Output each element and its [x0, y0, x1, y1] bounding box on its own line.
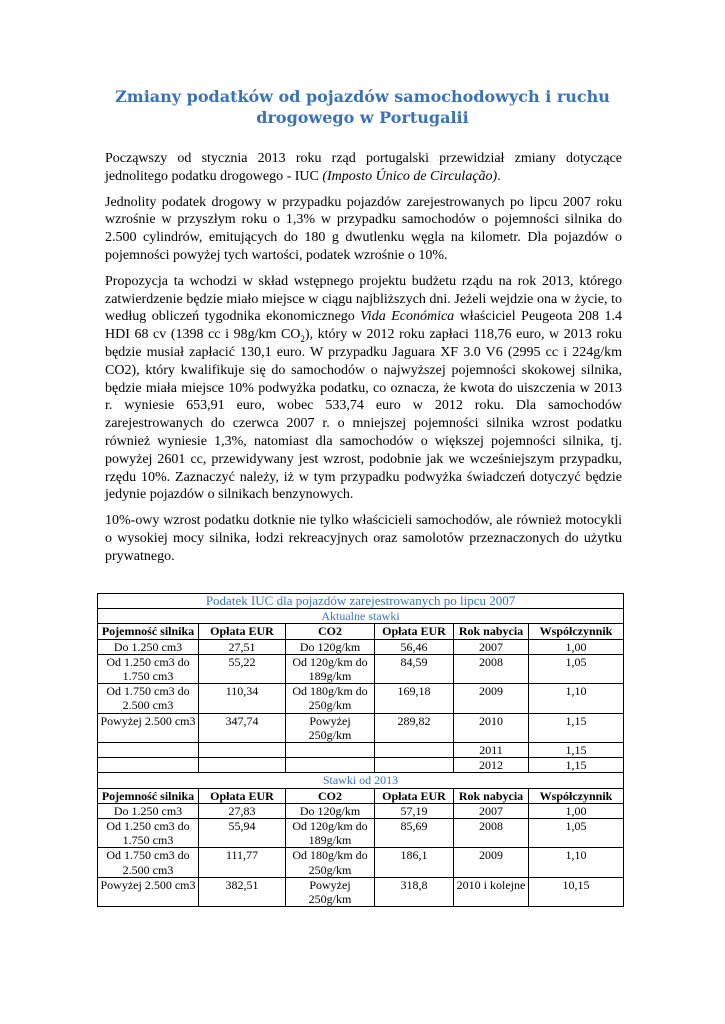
- paragraph-1: [105, 150, 622, 186]
- header-row: [98, 788, 624, 803]
- table-cell: [286, 758, 375, 773]
- table-cell: Do 120g/km: [286, 639, 375, 654]
- table-cell: 55,22: [199, 654, 286, 683]
- table-row: [98, 819, 624, 848]
- table-cell: Powyżej 250g/km: [286, 713, 375, 742]
- table-cell: 56,46: [375, 639, 454, 654]
- column-header: Współczynnik: [529, 788, 624, 803]
- table-cell: 1,15: [529, 743, 624, 758]
- table-cell: Od 180g/km do 250g/km: [286, 848, 375, 877]
- paragraph-3: [105, 273, 622, 504]
- paragraph-2: Jednolity podatek drogowy w przypadku pojazdów zarejestrowanych po lipcu 2007 roku wzrośnie w przyszłym roku o 1,3% w przypadku samochodów o pojemności silnika do 2.500 cylindrów, emitujących do 180 g dwutlenku węgla na kilometr. Dla pojazdów o pojemności powyżej tych wartości, podatek wzrośnie o 10%.: [105, 194, 622, 263]
- table-row: [98, 713, 624, 742]
- column-header: Opłata EUR: [375, 788, 454, 803]
- paragraph-3-subscript: 2: [300, 333, 305, 344]
- table-cell: [199, 758, 286, 773]
- column-header: CO2: [286, 624, 375, 639]
- table-cell: 57,19: [375, 803, 454, 818]
- title-line-2: drogowego w Portugalii: [256, 108, 469, 127]
- paragraph-3-text: Propozycja ta wchodzi w skład wstępnego projektu budżetu rządu na rok 2013, którego zatwierdzenie będzie miało miejsce w ciągu najbliższych dni. Jeżeli wejdzie ona w życie, to według obliczeń tygodnika ekonomicznego: [105, 273, 622, 325]
- table-cell: Od 1.250 cm3 do 1.750 cm3: [98, 819, 199, 848]
- table-cell: Od 180g/km do 250g/km: [286, 684, 375, 713]
- table-cell: 2007: [454, 803, 529, 818]
- table-row: [98, 684, 624, 713]
- paragraph-4: 10%-owy wzrost podatku dotknie nie tylko właścicieli samochodów, ale również motocykli o wysokiej mocy silnika, łodzi rekreacyjnych oraz samolotów przeznaczonych do użytku prywatnego.: [105, 513, 622, 564]
- tax-table-body: [98, 594, 624, 907]
- table-cell: 55,94: [199, 819, 286, 848]
- column-header: Opłata EUR: [199, 624, 286, 639]
- column-header: CO2: [286, 788, 375, 803]
- table-cell: 1,00: [529, 803, 624, 818]
- table-cell: [98, 758, 199, 773]
- table-row: [98, 877, 624, 906]
- table-cell: 1,05: [529, 654, 624, 683]
- column-header: Rok nabycia: [454, 624, 529, 639]
- section-row: [98, 609, 624, 624]
- table-cell: Do 120g/km: [286, 803, 375, 818]
- table-cell: 1,10: [529, 848, 624, 877]
- section-row: [98, 773, 624, 788]
- paragraph-3-text-b: właściciel Peugeota 208 1.4 HDI 68 cv (1398 cc i 98g/km CO: [105, 309, 622, 343]
- table-cell: 289,82: [375, 713, 454, 742]
- table-cell: 382,51: [199, 877, 286, 906]
- paragraph-1-text: Począwszy od stycznia 2013 roku rząd portugalski przewidział zmiany dotyczące jednolitego podatku drogowego - IUC: [105, 151, 622, 184]
- table-cell: 1,05: [529, 819, 624, 848]
- section-rates-2013: Stawki od 2013: [98, 773, 624, 788]
- table-cell: 169,18: [375, 684, 454, 713]
- column-header: Opłata EUR: [199, 788, 286, 803]
- title-line-1: Zmiany podatków od pojazdów samochodowych i ruchu: [115, 87, 610, 106]
- table-row: [98, 758, 624, 773]
- table-cell: 1,00: [529, 639, 624, 654]
- table-cell: 1,15: [529, 758, 624, 773]
- table-cell: 10,15: [529, 877, 624, 906]
- section-current-rates: Aktualne stawki: [98, 609, 624, 624]
- table-cell: Powyżej 2.500 cm3: [98, 877, 199, 906]
- column-header: Opłata EUR: [375, 624, 454, 639]
- column-header: Współczynnik: [529, 624, 624, 639]
- table-row: [98, 803, 624, 818]
- page-title: [60, 86, 665, 128]
- table-cell: Do 1.250 cm3: [98, 803, 199, 818]
- paragraph-3-italic: Vida Económica: [360, 309, 455, 325]
- table-cell: 111,77: [199, 848, 286, 877]
- table-row: [98, 848, 624, 877]
- paragraph-3-text-c: ), który w 2012 roku zapłaci 118,76 euro, w 2013 roku będzie musiał zapłacić 130,1 euro. W przypadku Jaguara XF 3.0 V6 (2995 cc i 224g/km CO2), który kwalifikuje się do samochodów o najwyższej pojemności skokowej silnika, będzie miała miejsce 10% podwyżka podatku, co oznacza, że kwota do uiszczenia w 2013 r. wyniesie 653,91 euro, wobec 533,74 euro w 2012 roku. Dla samochodów zarejestrowanych do czerwca 2007 r. o mniejszej pojemności silnika wzrost podatku również wyniesie 1,3%, natomiast dla samochodów o większej pojemności silnika, tj. powyżej 2601 cc, przewidywany jest wzrost, podobnie jak we wcześniejszym przypadku, rzędu 10%. Zaznaczyć należy, iż w tym przypadku podwyżka świadczeń dotyczyć będzie jedynie pojazdów o silnikach benzynowych.: [105, 327, 623, 503]
- article-body: [105, 150, 622, 574]
- table-row: [98, 654, 624, 683]
- table-cell: 2009: [454, 684, 529, 713]
- table-cell: 85,69: [375, 819, 454, 848]
- table-cell: 1,15: [529, 713, 624, 742]
- table-cell: Od 1.750 cm3 do 2.500 cm3: [98, 848, 199, 877]
- table-cell: 1,10: [529, 684, 624, 713]
- table-title: Podatek IUC dla pojazdów zarejestrowanych po lipcu 2007: [98, 594, 624, 609]
- table-cell: 110,34: [199, 684, 286, 713]
- table-cell: Do 1.250 cm3: [98, 639, 199, 654]
- table-cell: 2010: [454, 713, 529, 742]
- table-cell: 84,59: [375, 654, 454, 683]
- table-cell: [375, 743, 454, 758]
- table-title-row: [98, 594, 624, 609]
- table-cell: 2008: [454, 654, 529, 683]
- column-header: Pojemność silnika: [98, 788, 199, 803]
- table-cell: Od 120g/km do 189g/km: [286, 654, 375, 683]
- table-cell: 2011: [454, 743, 529, 758]
- table-cell: Powyżej 250g/km: [286, 877, 375, 906]
- table-cell: [98, 743, 199, 758]
- table-cell: 27,51: [199, 639, 286, 654]
- table-cell: 2012: [454, 758, 529, 773]
- table-cell: Od 120g/km do 189g/km: [286, 819, 375, 848]
- table-cell: 27,83: [199, 803, 286, 818]
- table-cell: Od 1.250 cm3 do 1.750 cm3: [98, 654, 199, 683]
- header-row: [98, 624, 624, 639]
- table-cell: [286, 743, 375, 758]
- table-cell: Od 1.750 cm3 do 2.500 cm3: [98, 684, 199, 713]
- table-cell: 318,8: [375, 877, 454, 906]
- column-header: Rok nabycia: [454, 788, 529, 803]
- table-cell: 347,74: [199, 713, 286, 742]
- table-cell: 2009: [454, 848, 529, 877]
- tax-table: [97, 593, 624, 907]
- paragraph-1-italic: (Imposto Único de Circulação): [322, 168, 498, 184]
- table-cell: Powyżej 2.500 cm3: [98, 713, 199, 742]
- table-cell: [375, 758, 454, 773]
- table-cell: 2008: [454, 819, 529, 848]
- column-header: Pojemność silnika: [98, 624, 199, 639]
- table-cell: 2007: [454, 639, 529, 654]
- table-cell: 2010 i kolejne: [454, 877, 529, 906]
- table-cell: 186,1: [375, 848, 454, 877]
- paragraph-1-end: .: [497, 168, 501, 184]
- table-row: [98, 743, 624, 758]
- table-row: [98, 639, 624, 654]
- table-cell: [199, 743, 286, 758]
